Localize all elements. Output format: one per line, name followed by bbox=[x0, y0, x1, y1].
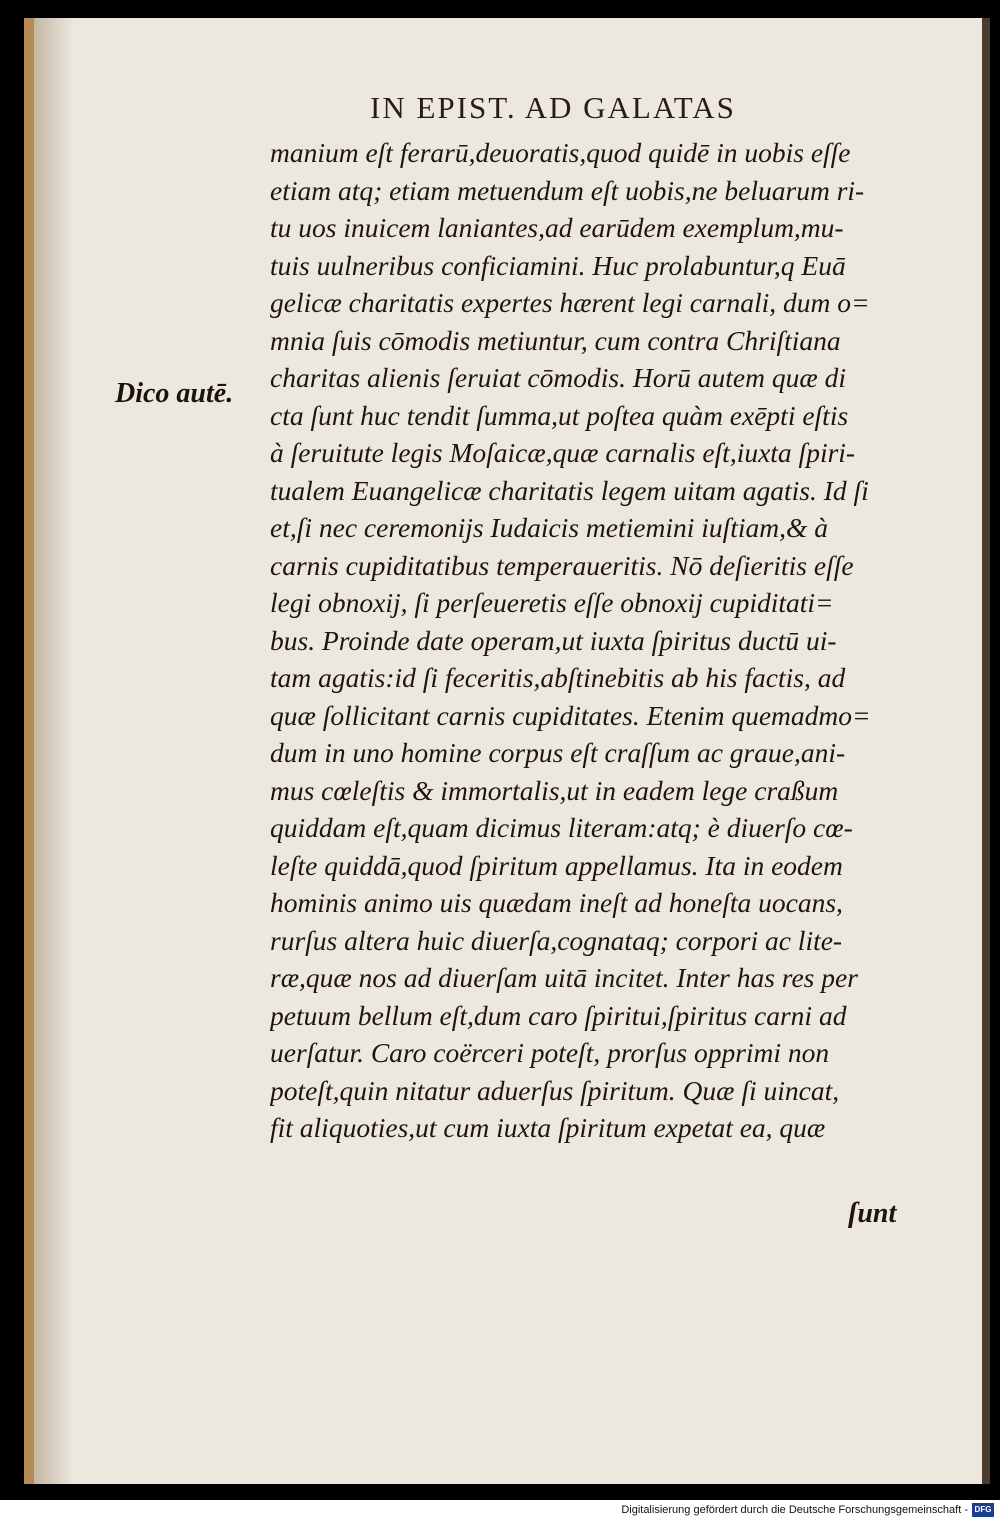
text-line: legi obnoxij, ſi perſeueretis eſſe obnoxij cupiditati= bbox=[270, 587, 834, 618]
text-line: charitas alienis ſeruiat cōmodis. Horū autem quæ di bbox=[270, 362, 846, 393]
text-line: hominis animo uis quædam ineſt ad honeſta uocans, bbox=[270, 887, 843, 918]
text-line: tu uos inuicem laniantes,ad earūdem exemplum,mu- bbox=[270, 212, 844, 243]
dfg-logo-icon: DFG bbox=[972, 1503, 994, 1517]
text-line: quiddam eſt,quam dicimus literam:atq; è diuerſo cœ- bbox=[270, 812, 853, 843]
text-line: tualem Euangelicæ charitatis legem uitam agatis. Id ſi bbox=[270, 474, 869, 506]
text-line: cta ſunt huc tendit ſumma,ut poſtea quàm exēpti eſtis bbox=[270, 399, 849, 431]
marginal-note: Dico autē. bbox=[115, 378, 234, 409]
text-line: mnia ſuis cōmodis metiuntur, cum contra Chriſtiana bbox=[270, 324, 841, 356]
catchword: ſunt bbox=[848, 1198, 897, 1229]
text-line: mus cœleſtis & immortalis,ut in eadem lege craßum bbox=[270, 774, 839, 806]
text-line: fit aliquoties,ut cum iuxta ſpiritum expetat ea, quæ bbox=[270, 1112, 826, 1143]
running-head: IN EPIST. AD GALATAS bbox=[370, 90, 736, 125]
text-line: à ſeruitute legis Moſaicæ,quæ carnalis eſt,iuxta ſpiri- bbox=[270, 437, 856, 468]
text-line: manium eſt ferarū,deuoratis,quod quidē in uobis eſſe bbox=[270, 137, 851, 168]
text-line: dum in uno homine corpus eſt craſſum ac graue,ani- bbox=[270, 737, 846, 768]
footer-bar bbox=[0, 1500, 1000, 1524]
text-line: uerſatur. Caro coërceri poteſt, prorſus opprimi non bbox=[270, 1037, 830, 1068]
text-line: rurſus altera huic diuerſa,cognataq; corpori ac lite- bbox=[270, 924, 843, 956]
text-line: gelicæ charitatis expertes hærent legi carnali, dum o= bbox=[270, 287, 870, 318]
text-line: et,ſi nec ceremonijs Iudaicis metiemini iuſtiam,& à bbox=[270, 512, 829, 543]
body-text-block bbox=[270, 134, 910, 1147]
text-line: tuis uulneribus conficiamini. Huc prolabuntur,q Euā bbox=[270, 249, 846, 281]
funding-credit: Digitalisierung gefördert durch die Deutsche Forschungsgemeinschaft - bbox=[621, 1504, 968, 1516]
text-line: bus. Proinde date operam,ut iuxta ſpiritus ductū ui- bbox=[270, 624, 837, 656]
text-line: ræ,quæ nos ad diuerſam uitā incitet. Inter has res per bbox=[270, 962, 858, 993]
text-line: tam agatis:id ſi feceritis,abſtinebitis ab his factis, ad bbox=[270, 662, 846, 693]
text-line: carnis cupiditatibus temperaueritis. Nō deſieritis eſſe bbox=[270, 549, 854, 581]
text-line: poteſt,quin nitatur aduerſus ſpiritum. Quæ ſi uincat, bbox=[270, 1074, 840, 1106]
text-line: etiam atq; etiam metuendum eſt uobis,ne beluarum ri- bbox=[270, 174, 865, 206]
text-line: quæ ſollicitant carnis cupiditates. Etenim quemadmo= bbox=[270, 699, 871, 731]
page-gutter-shadow bbox=[34, 18, 74, 1484]
text-line: leſte quiddā,quod ſpiritum appellamus. Ita in eodem bbox=[270, 849, 843, 881]
text-line: petuum bellum eſt,dum caro ſpiritui,ſpiritus carni ad bbox=[270, 999, 847, 1031]
